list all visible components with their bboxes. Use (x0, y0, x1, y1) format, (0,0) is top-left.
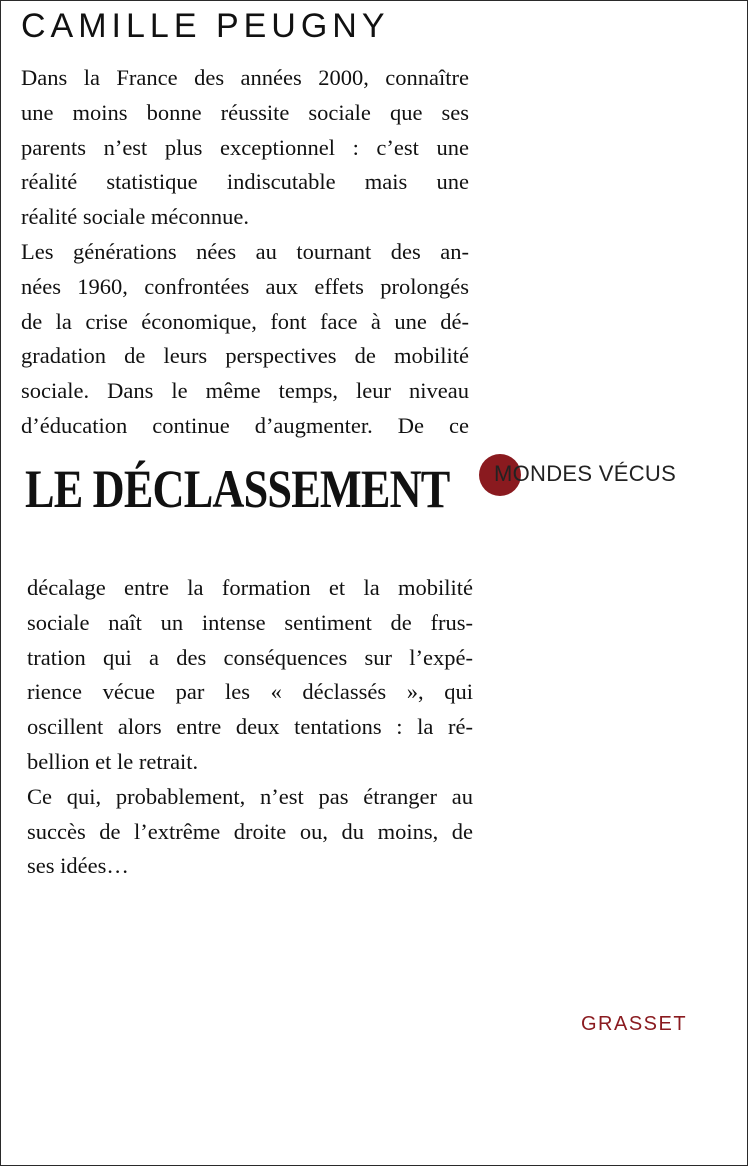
collection-badge (479, 453, 729, 497)
blurb-line: Dans la France des années 2000, connaître (21, 65, 469, 90)
blurb-line: Ce qui, probablement, n’est pas étranger au (27, 783, 473, 809)
blurb-line: d’éducation continue d’augmenter. De ce (21, 412, 469, 438)
blurb-line: succès de l’extrême droite ou, du moins, de (27, 818, 473, 844)
blurb-line: sociale. Dans le même temps, leur niveau (21, 378, 469, 404)
blurb-line: tration qui a des conséquences sur l’expé- (27, 644, 473, 670)
blurb-line: réalité statistique indiscutable mais une (21, 169, 469, 195)
blurb-line: une moins bonne réussite sociale que ses (21, 99, 469, 125)
blurb-bottom (27, 571, 473, 884)
blurb-line: gradation de leurs perspectives de mobilité (21, 343, 469, 369)
blurb-line: oscillent alors entre deux tentations : la ré- (27, 714, 473, 740)
blurb-line: parents n’est plus exceptionnel : c’est une (21, 134, 469, 160)
author-name: CAMILLE PEUGNY (21, 7, 390, 45)
blurb-line: nées 1960, confrontées aux effets prolongés (21, 273, 469, 299)
blurb-line: réalité sociale méconnue. (21, 204, 250, 230)
blurb-top (21, 61, 469, 444)
blurb-line: rience vécue par les « déclassés », qui (27, 679, 473, 705)
blurb-line: Les générations nées au tournant des an- (21, 238, 469, 264)
collection-label: MONDES VÉCUS (494, 461, 677, 486)
book-title: LE DÉCLASSEMENT (25, 459, 450, 519)
blurb-line: décalage entre la formation et la mobilité (27, 575, 473, 600)
blurb-line: bellion et le retrait. (27, 748, 199, 774)
publisher-name: GRASSET (581, 1013, 688, 1035)
blurb-line: sociale naît un intense sentiment de frus- (27, 609, 473, 635)
blurb-line: de la crise économique, font face à une dé- (21, 308, 469, 334)
blurb-line: ses idées… (27, 853, 129, 879)
